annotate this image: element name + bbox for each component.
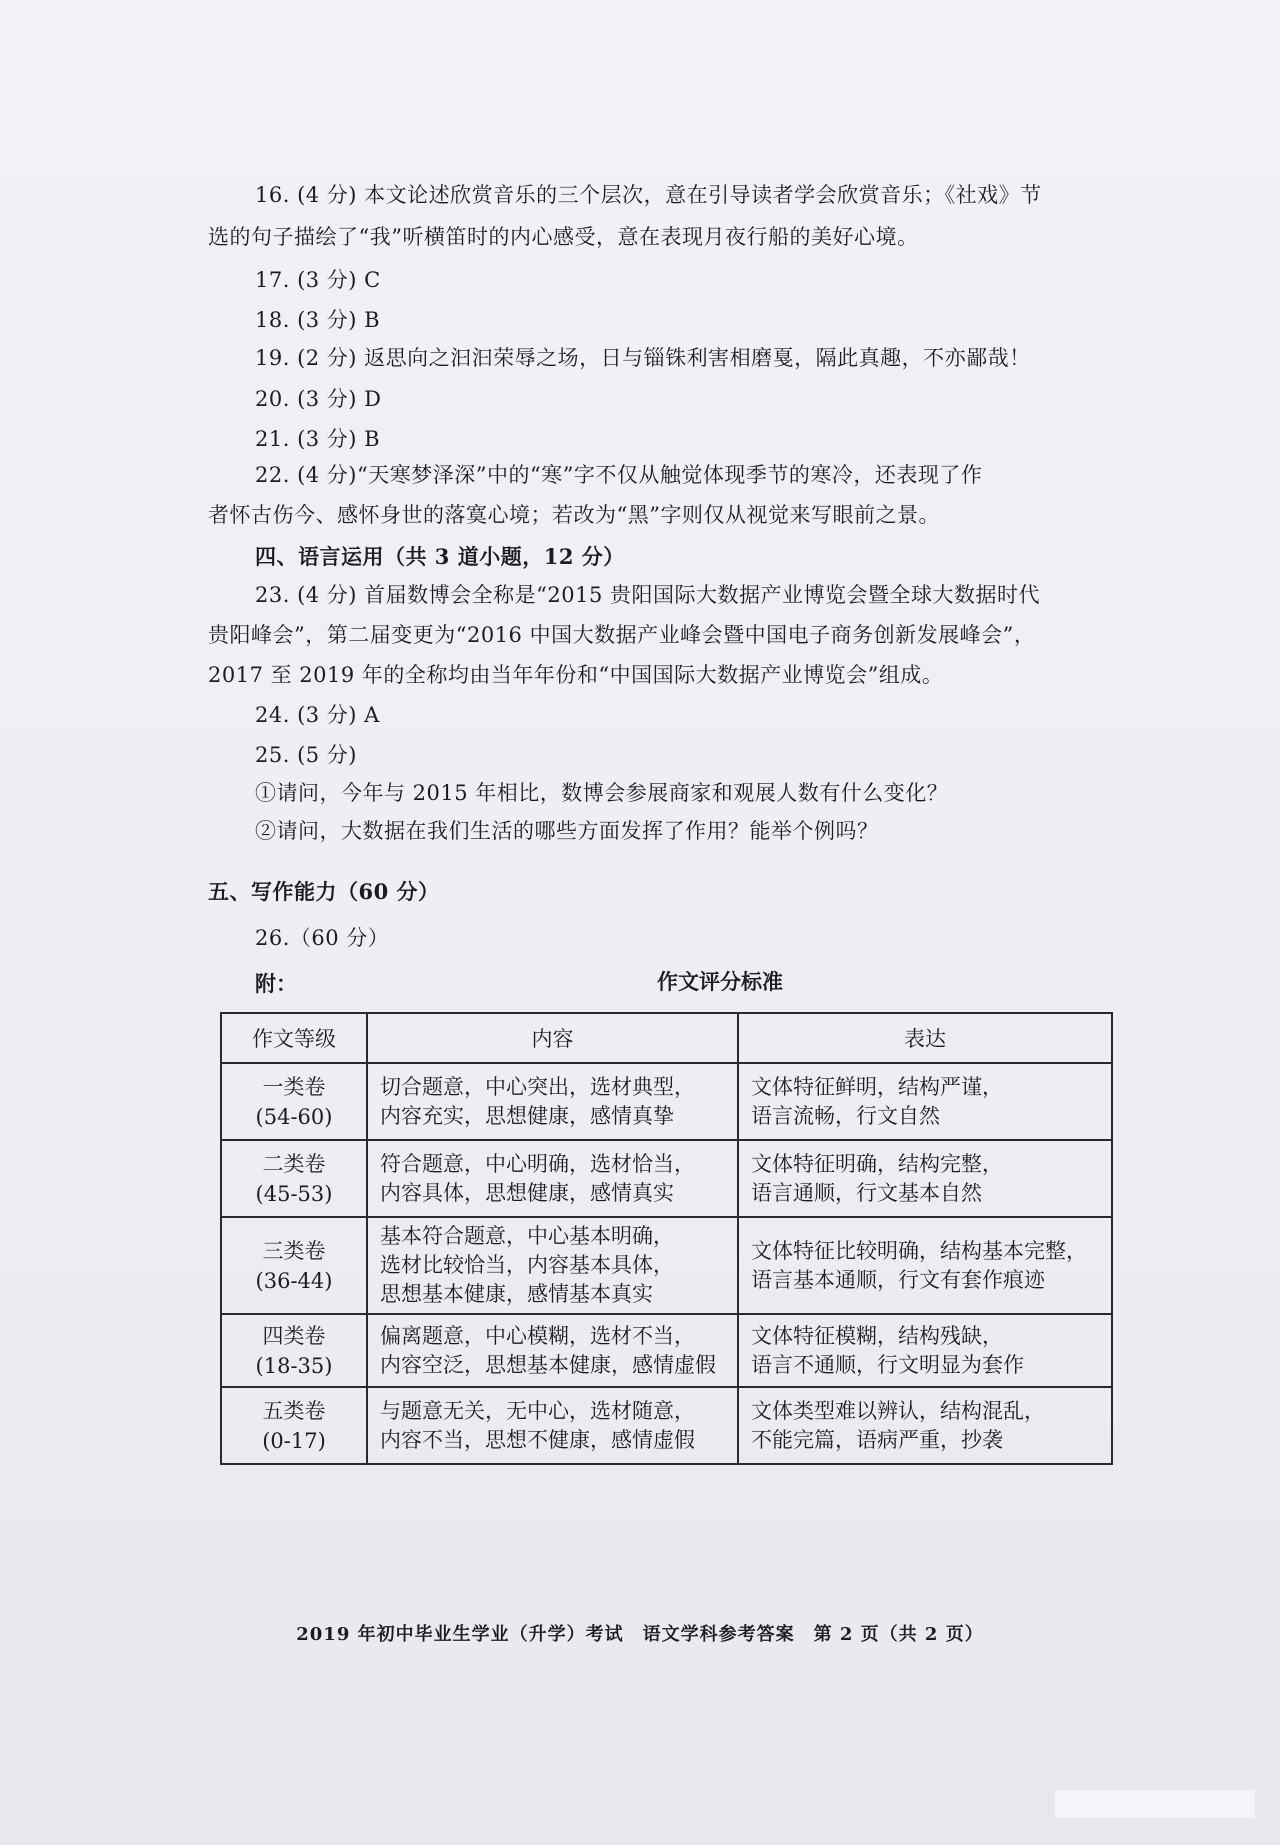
answer-21: 21. (3 分) B [255,427,381,451]
content-line: 选材比较恰当，内容基本具体， [380,1253,674,1277]
content-line: 符合题意，中心明确，选材恰当， [380,1151,695,1176]
expression-line: 语言通顺，行文基本自然 [751,1180,982,1205]
expression-line: 文体特征明确，结构完整， [751,1151,1003,1176]
table-row [221,1063,1112,1140]
level-range: (45-53) [255,1181,333,1206]
level-range: (18-35) [255,1353,333,1378]
expression-line: 语言不通顺，行文明显为套作 [751,1352,1024,1377]
answer-26: 26.（60 分） [255,926,390,950]
content-line: 偏离题意，中心模糊，选材不当， [380,1323,695,1348]
content-line: 切合题意，中心突出，选材典型， [380,1074,695,1099]
grading-table [220,1012,1113,1465]
answer-20: 20. (3 分) D [255,387,382,411]
appendix-label: 附： [255,971,297,996]
header-expression: 表达 [738,1013,1112,1063]
answer-22-line1: 22. (4 分)“天寒梦泽深”中的“寒”字不仅从触觉体现季节的寒冷，还表现了作 [255,463,983,487]
table-title: 作文评分标准 [657,969,783,994]
content-line: 基本符合题意，中心基本明确， [380,1224,674,1248]
content-cell [367,1140,738,1217]
level-name: 一类卷 [262,1074,326,1099]
section-five-heading: 五、写作能力（60 分） [208,879,440,904]
level-cell [221,1387,367,1464]
answer-18: 18. (3 分) B [255,308,381,332]
level-cell [221,1063,367,1140]
answer-23-line1: 23. (4 分) 首届数博会全称是“2015 贵阳国际大数据产业博览会暨全球大数据时代 [255,583,1041,607]
content-line: 与题意无关，无中心，选材随意， [380,1398,695,1423]
table-header-row [221,1013,1112,1063]
level-range: (0-17) [262,1428,326,1453]
section-four-heading: 四、语言运用（共 3 道小题，12 分） [255,544,625,569]
expression-line: 文体特征鲜明，结构严谨， [751,1074,1003,1099]
level-range: (36-44) [255,1268,333,1293]
expression-cell [738,1217,1112,1314]
answer-19: 19. (2 分) 返思向之汩汩荣辱之场，日与锱铢利害相磨戛，隔此真趣，不亦鄙哉！ [255,346,1031,370]
watermark-smudge [1055,1790,1255,1818]
answer-23-line3: 2017 至 2019 年的全称均由当年年份和“中国国际大数据产业博览会”组成。 [208,663,944,687]
expression-line: 语言基本通顺，行文有套作痕迹 [751,1267,1045,1292]
expression-line: 不能完篇，语病严重，抄袭 [751,1427,1003,1452]
header-content: 内容 [367,1013,738,1063]
answer-23-line2: 贵阳峰会”，第二届变更为“2016 中国大数据产业峰会暨中国电子商务创新发展峰会”， [208,623,1036,647]
expression-cell [738,1063,1112,1140]
expression-line: 语言流畅，行文自然 [751,1103,940,1128]
expression-cell [738,1314,1112,1387]
level-name: 五类卷 [262,1398,326,1423]
expression-line: 文体特征比较明确，结构基本完整， [751,1238,1087,1263]
expression-cell [738,1140,1112,1217]
answer-25-q1: ①请问，今年与 2015 年相比，数博会参展商家和观展人数有什么变化？ [255,781,949,805]
content-cell [367,1314,738,1387]
content-line: 内容充实，思想健康，感情真挚 [380,1103,674,1128]
table-row [221,1314,1112,1387]
content-cell [367,1217,738,1314]
level-cell [221,1314,367,1387]
answer-24: 24. (3 分) A [255,703,380,727]
level-name: 四类卷 [262,1323,326,1348]
content-line: 思想基本健康，感情基本真实 [380,1282,653,1306]
answer-22-line2: 者怀古伤今、感怀身世的落寞心境；若改为“黑”字则仅从视觉来写眼前之景。 [208,503,940,527]
content-line: 内容不当，思想不健康，感情虚假 [380,1427,695,1452]
content-cell [367,1063,738,1140]
answer-25-q2: ②请问，大数据在我们生活的哪些方面发挥了作用？能举个例吗？ [255,819,879,843]
table-row [221,1217,1112,1314]
answer-17: 17. (3 分) C [255,268,381,292]
expression-line: 文体特征模糊，结构残缺， [751,1323,1003,1348]
level-name: 三类卷 [262,1238,326,1263]
expression-cell [738,1387,1112,1464]
answer-16-line1: 16. (4 分) 本文论述欣赏音乐的三个层次，意在引导读者学会欣赏音乐；《社戏》节 [255,183,1042,207]
expression-line: 文体类型难以辨认，结构混乱， [751,1398,1045,1423]
table-row [221,1387,1112,1464]
content-cell [367,1387,738,1464]
content-line: 内容具体，思想健康，感情真实 [380,1180,674,1205]
answer-25: 25. (5 分) [255,743,357,767]
level-cell [221,1217,367,1314]
header-level: 作文等级 [221,1013,367,1063]
level-name: 二类卷 [262,1151,326,1176]
level-range: (54-60) [255,1104,333,1129]
level-cell [221,1140,367,1217]
page-footer: 2019 年初中毕业生学业（升学）考试 语文学科参考答案 第 2 页（共 2 页） [296,1624,984,1645]
content-line: 内容空泛，思想基本健康，感情虚假 [380,1352,716,1377]
answer-16-line2: 选的句子描绘了“我”听横笛时的内心感受，意在表现月夜行船的美好心境。 [208,225,919,249]
table-row [221,1140,1112,1217]
